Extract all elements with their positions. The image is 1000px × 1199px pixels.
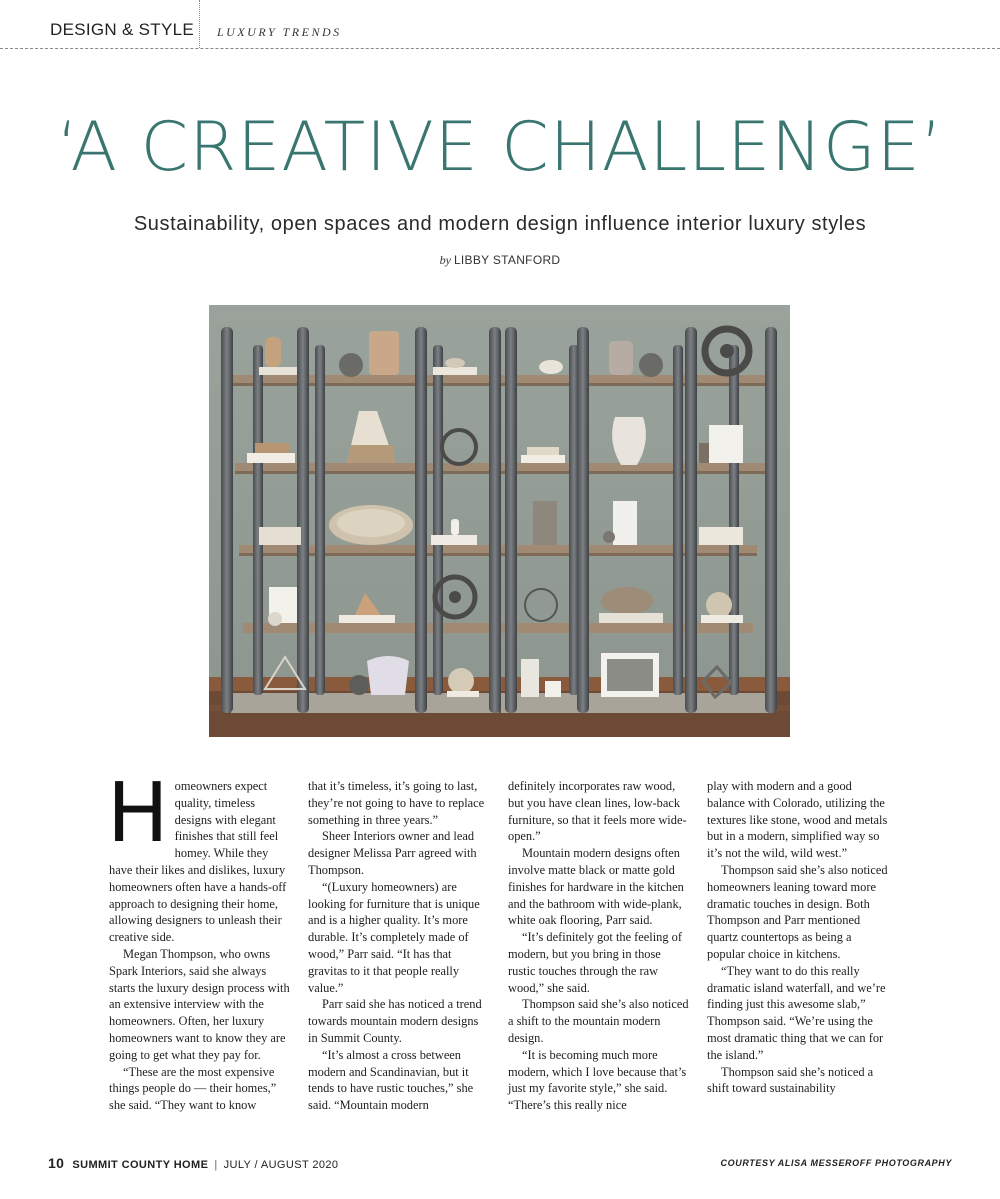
subsection-label: LUXURY TRENDS [217, 25, 342, 39]
paragraph: “It’s definitely got the feeling of modern, but you bring in those rustic touches through the raw wood,” she said. [508, 930, 682, 995]
paragraph: Thompson said she’s noticed a shift toward sustainability [707, 1064, 874, 1096]
byline-prefix: by [439, 253, 451, 267]
paragraph: “It’s almost a cross between modern and Scandinavian, but it tends to have rustic touches,” she said. “Mountain modern [308, 1047, 474, 1113]
paragraph: “They want to do this really dramatic island waterfall, and we’re finding just this awesome slab,” Thompson said. “We’re using the most dramatic thing that we can for the island.” [707, 963, 886, 1062]
page-number: 10 [48, 1155, 65, 1171]
paragraph: “These are the most expensive things people do — their homes,” she said. “They want to know [109, 1064, 277, 1113]
paragraph: Parr said she has noticed a trend towards mountain modern designs in Summit County. [308, 997, 482, 1045]
paragraph: Mountain modern designs often involve matte black or matte gold finishes for hardware in the kitchen and the bathroom with wide-plank, white oak flooring, Parr said. [508, 846, 684, 928]
header-rule [0, 48, 1000, 49]
paragraph: “(Luxury homeowners) are looking for furniture that is unique and is a higher quality. It’s more durable. It’s completely made of wood,” Parr said. “It has that gravitas to it that people really value.” [308, 879, 480, 995]
article-title: ‘A CREATIVE CHALLENGE’ [56, 108, 944, 187]
shelving-photo [209, 305, 790, 737]
magazine-name: SUMMIT COUNTY HOME [72, 1159, 209, 1171]
footer-divider: | [214, 1159, 218, 1171]
byline-author: LIBBY STANFORD [453, 253, 561, 267]
article-subtitle: Sustainability, open spaces and modern design influence interior luxury styles [133, 213, 867, 235]
paragraph: Megan Thompson, who owns Spark Interiors, said she always starts the luxury design process with an extensive interview with the homeowners. Often, her luxury homeowners want to know they are going to get what they pay for. [109, 946, 290, 1062]
paragraph: play with modern and a good balance with Colorado, utilizing the textures like stone, wood and metals but in a modern, simplified way so it’s not the wild, wild west.” [707, 779, 888, 861]
paragraph: “It is becoming much more modern, which I love because that’s just my favorite style,” she said. “There’s this really nice [508, 1047, 687, 1113]
photo-credit: COURTESY ALISA MESSEROFF PHOTOGRAPHY [720, 1158, 952, 1168]
issue-date: JULY / AUGUST 2020 [223, 1159, 339, 1171]
paragraph: Sheer Interiors owner and lead designer Melissa Parr agreed with Thompson. [308, 829, 477, 877]
paragraph: that it’s timeless, it’s going to last, they’re not going to have to replace something in three years.” [308, 779, 485, 827]
header-divider [199, 0, 200, 48]
column-4 [707, 778, 890, 1097]
paragraph: Thompson said she’s also noticed homeowners leaning toward more dramatic touches in design. Both Thompson and Parr mentioned quartz countertops as being a popular choice in kitchens. [707, 862, 888, 961]
running-header [0, 0, 1000, 48]
section-label: DESIGN & STYLE [50, 20, 195, 39]
drop-cap: H [107, 766, 169, 861]
paragraph-text: omeowners expect quality, timeless designs with elegant finishes that still feel homey. While they have their likes and dislikes, luxury homeowners often have a hands-off approach to designing their home, allowing designers to unleash their creative side. [109, 779, 287, 945]
paragraph [107, 766, 292, 946]
page-footer [48, 1155, 338, 1171]
column-1 [107, 766, 292, 1114]
paragraph: definitely incorporates raw wood, but you have clean lines, low-back furniture, so that it feels more wide-open.” [508, 779, 687, 844]
byline [0, 253, 1000, 268]
column-3 [508, 778, 691, 1114]
column-2 [308, 778, 491, 1114]
paragraph: Thompson said she’s also noticed a shift to the mountain modern design. [508, 997, 689, 1045]
